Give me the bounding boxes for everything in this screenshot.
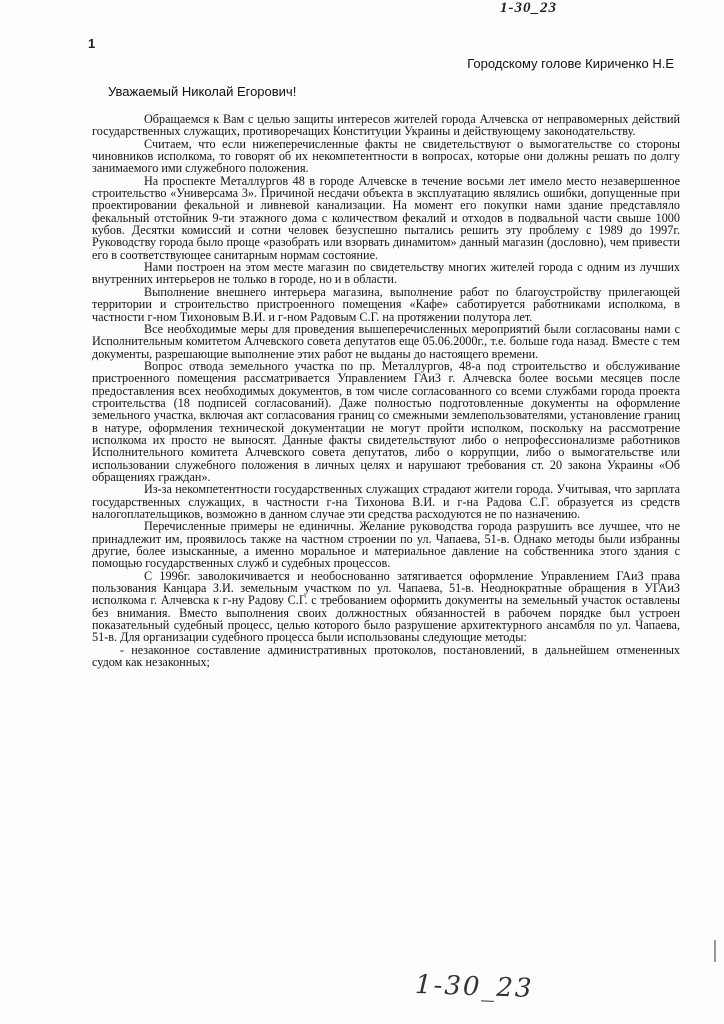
scan-edge-mark [714, 940, 716, 962]
paragraph: Вопрос отвода земельного участка по пр. Металлургов, 48-а под строительство и обслуживание пристроенного помещения рассматривается Управлением ГАиЗ г. Алчевска более восьми месяцев после предоставления всех необходимых документов, в том числе согласованного со всеми службами города проекта строительства (18 подписей согласований). Даже полностью подготовленные документы на оформление земельного участка, включая акт согласования границ со смежными землепользователями, установление границ в натуре, оформления технической документации не могут пройти исполком, поскольку на рассмотрение исполкома их просто не выносят. Данные факты свидетельствуют либо о непрофессионализме работников Исполнительного комитета Алчевского совета депутатов, либо о коррупции, либо о вымогательстве или использовании служебного положения в личных целях и нарушают требования ст. 20 закона Украины «Об обращениях граждан». [92, 358, 680, 484]
margin-mark: 1 [88, 36, 96, 51]
paragraph: Считаем, что если нижеперечисленные факты не свидетельствуют о вымогательстве со стороны чиновников исполкома, то говорят об их некомпетентности в вопросах, которые они должны решать по долгу занимаемого ими служебного положения. [92, 136, 680, 176]
paragraph: Все необходимые меры для проведения вышеперечисленных мероприятий были согласованы нами с Исполнительным комитетом Алчевского совета депутатов еще 05.06.2000г., т.е. больше года назад. Вместе с тем документы, разрешающие выполнение этих работ не выданы до настоящего времени. [92, 321, 680, 361]
addressee-line: Городскому голове Кириченко Н.Е [467, 56, 674, 71]
paragraph: Нами построен на этом месте магазин по свидетельству многих жителей города с одним из лучших внутренних интерьеров не только в городе, но и в области. [92, 260, 680, 287]
registration-number-top: 1-30_23 [500, 0, 557, 16]
letter-body [92, 113, 680, 668]
paragraph: С 1996г. заволокичивается и необоснованно затягивается оформление Управлением ГАиЗ права пользования Канцара З.И. земельным участком по ул. Чапаева, 51-в. Неоднократные обращения в УГАиЗ исполкома г. Алчевска к г-ну Радову С.Г. с требованием оформить документы на земельный участок оставлены без внимания. Вместо выполнения своих должностных обязанностей в рабочем порядке был устроен показательный судебный процесс, целью которого было разрушение архитектурного ансамбля по ул. Чапаева, 51-в. Для организации судебного процесса были использованы следующие методы: [92, 568, 680, 645]
paragraph: Из-за некомпетентности государственных служащих страдают жители города. Учитывая, что зарплата государственных служащих, в частности г-на Тихонова В.И. и г-на Радова С.Г. образуется из средств налогоплательщиков, возможно в данном случае эти средства расходуются не по назначению. [92, 482, 680, 521]
paragraph: Выполнение внешнего интерьера магазина, выполнение работ по благоустройству прилегающей территории и строительство пристроенного помещения «Кафе» саботируется работниками исполкома, в частности г-ном Тихоновым В.И. и г-ном Радовым С.Г. на протяжении полутора лет. [92, 284, 680, 324]
registration-number-handwritten: 1-30_23 [414, 969, 534, 1005]
paragraph: На проспекте Металлургов 48 в городе Алчевске в течение восьми лет имело место незавершенное строительство «Универсама 3». Причиной несдачи объекта в эксплуатацию являлись ошибки, допущенные при проектировании фекальной и ливневой канализации. На момент его покупки нами здание представляло фекальный отстойник 9-ти этажного дома с количеством фекалий и отходов в подвальной части свыше 1000 кубов. Десятки комиссий и сотни человек безуспешно пытались решить эту проблему с 1989 до 1997г. Руководству города было проще «разобрать или взорвать динамитом» данный магазин (дословно), чем привести его в соответствующее санитарным нормам состояние. [92, 173, 680, 262]
paragraph: Обращаемся к Вам с целью защиты интересов жителей города Алчевска от неправомерных действий государственных служащих, противоречащих Конституции Украины и действующему законодательству. [92, 112, 680, 139]
paragraph: Перечисленные примеры не единичны. Желание руководства города разрушить все лучшее, что не принадлежит им, проявилось также на частном строении по ул. Чапаева, 51-в. Однако методы были избранны другие, более изысканные, а именно моральное и материальное давление на собственника этого здания с помощью государственных служб и судебных процессов. [92, 519, 680, 571]
salutation: Уважаемый Николай Егорович! [108, 84, 297, 99]
list-item: - незаконное составление административных протоколов, постановлений, в дальнейшем отмененных судом как незаконных; [92, 642, 680, 670]
